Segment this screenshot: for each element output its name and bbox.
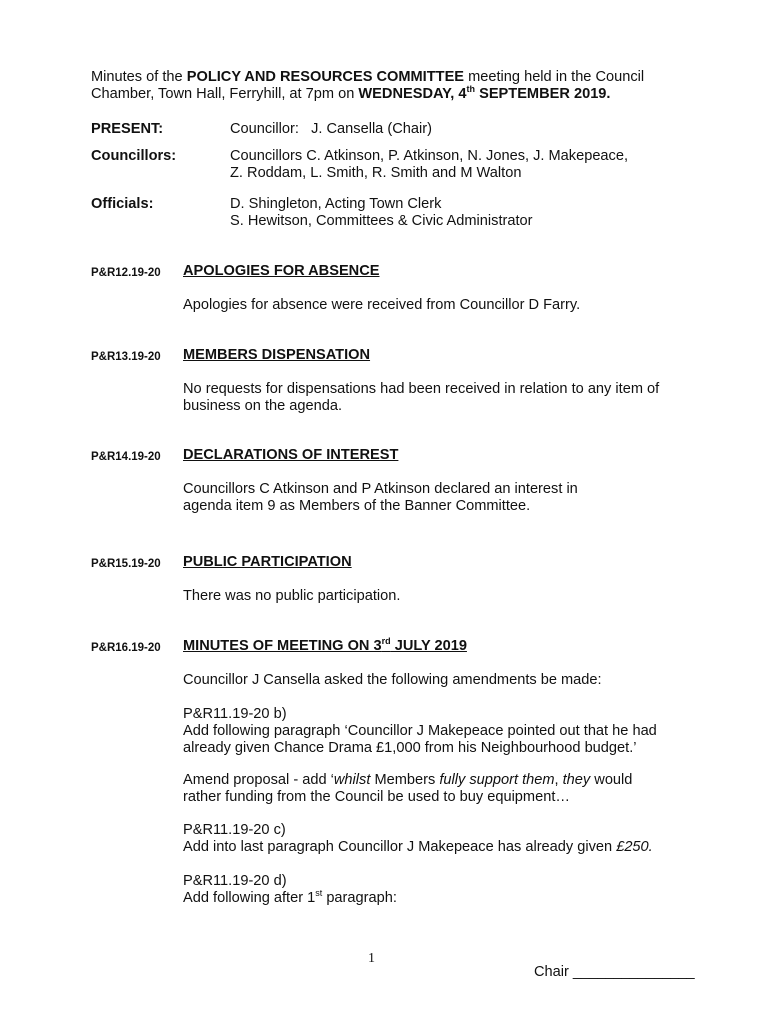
item-code: P&R15.19-20 [91, 558, 161, 570]
header-text-location: meeting held in the Council Chamber, Town Hall, Ferryhill, at 7pm on [91, 69, 645, 102]
item-text: There was no public participation. [183, 588, 401, 604]
committee-name: POLICY AND RESOURCES COMMITTEE [186, 69, 465, 85]
item-code: P&R12.19-20 [91, 267, 161, 279]
item-title: PUBLIC PARTICIPATION [183, 554, 352, 570]
amendment-text: Add following after 1st paragraph: [183, 888, 397, 906]
item-code: P&R14.19-20 [91, 451, 161, 463]
councillors-value: Councillors C. Atkinson, P. Atkinson, N. Jones, J. Makepeace, Z. Roddam, L. Smith, R. Smith and M Walton [230, 148, 629, 181]
item-text: Councillors C Atkinson and P Atkinson declared an interest in agenda item 9 as Members of the Banner Committee. [183, 481, 578, 514]
item-title: DECLARATIONS OF INTEREST [183, 447, 399, 463]
amendment-ref: P&R11.19-20 b) [183, 706, 287, 722]
item-intro: Councillor J Cansella asked the following amendments be made: [183, 672, 602, 688]
page-number: 1 [368, 951, 375, 966]
item-title: MEMBERS DISPENSATION [183, 347, 371, 363]
meeting-header [91, 69, 711, 103]
amendment-ref: P&R11.19-20 c) [183, 822, 286, 838]
item-text: Apologies for absence were received from Councillor D Farry. [183, 297, 581, 313]
header-text: Minutes of the [91, 69, 187, 85]
item-code: P&R13.19-20 [91, 351, 161, 363]
amendment-d [183, 873, 703, 907]
amendment-text: Add following paragraph ‘Councillor J Makepeace pointed out that he had already given Chance Drama £1,000 from his Neighbourhood budget.’ [183, 723, 657, 756]
officials-label: Officials: [91, 196, 154, 212]
amendment-ref: P&R11.19-20 d) [183, 873, 287, 889]
item-title: APOLOGIES FOR ABSENCE [183, 263, 380, 279]
officials-value: D. Shingleton, Acting Town Clerk S. Hewitson, Committees & Civic Administrator [230, 196, 533, 229]
councillors-label: Councillors: [91, 148, 177, 164]
present-label: PRESENT: [91, 121, 164, 137]
item-text: No requests for dispensations had been received in relation to any item of business on the agenda. [183, 381, 660, 414]
amendment-text: Add into last paragraph Councillor J Makepeace has already given £250. [183, 839, 653, 855]
item-code: P&R16.19-20 [91, 642, 161, 654]
present-value: Councillor: J. Cansella (Chair) [230, 121, 432, 137]
amendment-c [183, 822, 703, 856]
amendment-proposal: Amend proposal - add ‘whilst Members fully support them, they would rather funding from the Council be used to buy equipment… [183, 772, 633, 805]
meeting-date: WEDNESDAY, 4th SEPTEMBER 2019. [358, 84, 611, 102]
amendment-b [183, 706, 703, 757]
item-title: MINUTES OF MEETING ON 3rd JULY 2019 [183, 636, 467, 654]
chair-signature-line: Chair _______________ [534, 964, 695, 980]
